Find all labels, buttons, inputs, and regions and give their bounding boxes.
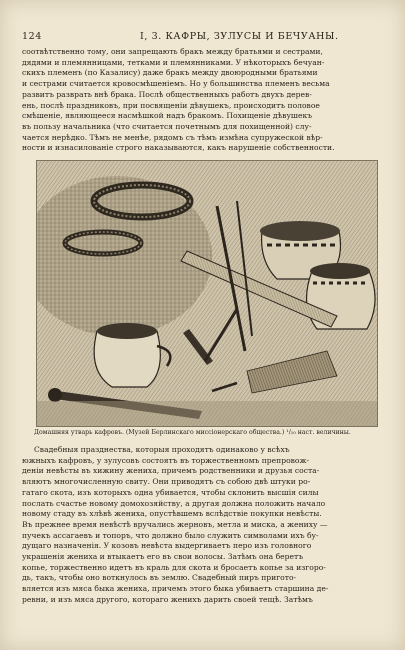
engraving-illustration bbox=[36, 160, 378, 427]
text-line: копье, торжественно идетъ въ краль для скота и бросаетъ копье за изгоро- bbox=[22, 562, 326, 572]
paragraph-bottom bbox=[22, 445, 384, 606]
text-line: и сестрами считается кровосмѣшенiемъ. Но у большинства племенъ весьма bbox=[22, 79, 330, 89]
text-line: ень, послѣ праздниковъ, при посвященiи дѣвушекъ, происходитъ половое bbox=[22, 100, 320, 110]
text-line: соотвѣтственно тому, они запрещають бракъ между братьями и сестрами, bbox=[22, 47, 323, 56]
text-line: украшенiя жениха и втыкаетъ его въ свои волосы. Затѣмъ она беретъ bbox=[22, 552, 304, 562]
figure-caption: Домашняя утварь кафровъ. (Музей Берлинскаго миссiонерскаго общества.) ¹/₁₀ наст. величины. bbox=[34, 429, 351, 436]
page-header bbox=[22, 31, 387, 43]
text-line: дущаго назначенiя. У козовъ невѣста выдергиваетъ перо изъ головного bbox=[22, 541, 312, 551]
text-line: ревни, и изъ мяса другого, котораго женихъ дарить своей тещѣ. Затѣмъ bbox=[22, 594, 313, 604]
text-line: дядями и племянницами, тетками и племянниками. У нѣкоторыхъ бечуан- bbox=[22, 57, 325, 67]
text-line: ности и изнасилованiе строго наказываются, какъ нарушенiе собственности. bbox=[22, 143, 335, 153]
text-line: развитъ разврать внѣ брака. Послѣ общественныхъ работъ двухъ дерев- bbox=[22, 89, 312, 99]
text-line: скихъ племенъ (по Казалису) даже бракъ между двоюродными братьями bbox=[22, 68, 318, 78]
text-line: новому стаду въ хлѣвѣ жениха, опустѣвшемъ вслѣдствiе покупки невѣсты. bbox=[22, 509, 322, 519]
text-line: гатаго скота, изъ которыхъ одна убивается, чтобы склонить высшiя силы bbox=[22, 487, 319, 497]
page-number: 124 bbox=[22, 31, 42, 42]
household-utensils-engraving bbox=[37, 161, 377, 426]
text-line: дь, такъ, чтобы оно воткнулось въ землю. Свадебный пиръ пригото- bbox=[22, 573, 297, 583]
text-line: чается нерѣдко. Тѣмъ не менѣе, рядомъ съ тѣмъ измѣна супружеской вѣр- bbox=[22, 132, 323, 142]
text-line: въ пользу начальника (что считается почетнымъ для похищенной) слу- bbox=[22, 121, 312, 131]
text-line: вляется изъ мяса быка жениха, причемъ этого быка убиваетъ старшина де- bbox=[22, 584, 329, 594]
text-line: вляютъ многочисленную свиту. Они приводятъ съ собою двѣ штуки ро- bbox=[22, 477, 311, 487]
running-title: I, 3. КАФРЫ, ЗУЛУСЫ И БЕЧУАНЫ. bbox=[140, 31, 339, 42]
text-line: южныхъ кафровъ, у зулусовъ состоятъ въ торжественномъ препровож- bbox=[22, 455, 310, 465]
text-line: смѣшенiе, являющееся насмѣшкой надъ бракомъ. Похищенiе дѣвушекъ bbox=[22, 111, 313, 121]
text-line: денiи невѣсты въ хижину жениха, причемъ родственники и друзья соста- bbox=[22, 466, 320, 476]
paragraph-top bbox=[22, 47, 384, 154]
text-line: послать счастье новому домохозяйству, а другая должна положить начало bbox=[22, 498, 326, 508]
text-line: пучекъ ассагаевъ и топоръ, что должно было служить символами ихъ бу- bbox=[22, 530, 319, 540]
text-line: Свадебныя празднества, которыя проходятъ одинаково у всѣхъ bbox=[34, 445, 290, 454]
text-line: Въ прежнее время невѣстѣ вручались жерновъ, метла и миска, а жениху — bbox=[22, 519, 328, 529]
